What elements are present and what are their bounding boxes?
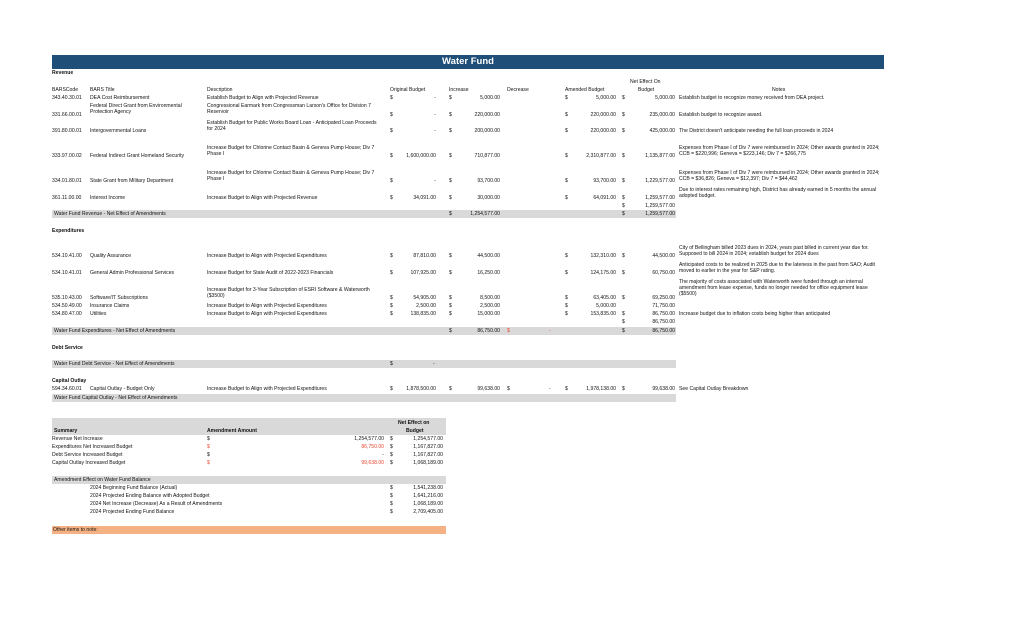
net-effect: 86,750.00: [652, 311, 675, 317]
description: Establish Budget for Public Works Board Loan - Anticipated Loan Proceeds for 2024: [207, 120, 377, 132]
currency: $: [449, 112, 452, 118]
summary-label: Revenue Net Increase: [52, 436, 103, 442]
original-budget: 1,600,000.00: [406, 153, 436, 159]
net-effect: 1,259,577.00: [645, 195, 675, 201]
currency: $: [449, 153, 452, 159]
increase: 2,500.00: [480, 303, 500, 309]
notes: Anticipated costs to be realized in 2025 due to the lateness in the past from SAO; Audit moved to earlier in the year for S&P rating.: [679, 262, 875, 274]
currency: $: [622, 195, 625, 201]
currency: $: [565, 295, 568, 301]
bars-code: 334.01.80.01: [52, 178, 82, 184]
description: Increase Budget for State Audit of 2022-2023 Financials: [207, 270, 334, 276]
currency: $: [207, 460, 210, 466]
increase: 710,877.00: [474, 153, 500, 159]
page-title: Water Fund: [442, 56, 494, 67]
currency: $: [565, 270, 568, 276]
header-net-effect-1: Net Effect On: [630, 79, 661, 85]
bars-code: 534.10.41.01: [52, 270, 82, 276]
currency: $: [622, 328, 625, 334]
net-effect: 425,000.00: [649, 128, 675, 134]
original-budget: 2,500.00: [416, 303, 436, 309]
currency: $: [565, 112, 568, 118]
bars-title: Intergovernmental Loans: [90, 128, 147, 134]
currency: $: [622, 153, 625, 159]
currency: $: [390, 460, 393, 466]
notes: Establish budget to recognize money received from DEA project.: [679, 95, 825, 101]
summary-net: 1,254,577.00: [413, 436, 443, 442]
currency: $: [449, 295, 452, 301]
bars-title: Utilities: [90, 311, 107, 317]
net-effect: 69,250.00: [652, 295, 675, 301]
dash: -: [433, 361, 435, 367]
currency: $: [622, 178, 625, 184]
currency: $: [390, 253, 393, 259]
description: Congressional Earmark from Congressman Larson's Office for Division 7 Reservoir: [207, 103, 371, 115]
description: Increase Budget to Align with Projected Expenditures: [207, 386, 327, 392]
increase: 15,000.00: [477, 311, 500, 317]
original-budget: 54,905.00: [413, 295, 436, 301]
balance-header: Amendment Effect on Water Fund Balance: [54, 477, 151, 483]
increase: 44,500.00: [477, 253, 500, 259]
currency: $: [390, 95, 393, 101]
section-capital-outlay: Capital Outlay: [52, 378, 87, 384]
currency: $: [622, 203, 625, 209]
bars-code: 333.97.00.02: [52, 153, 82, 159]
currency: $: [622, 211, 625, 217]
net-effect: 71,750.00: [652, 303, 675, 309]
currency: $: [565, 153, 568, 159]
summary-header: Summary: [54, 428, 78, 434]
currency: $: [622, 311, 625, 317]
bars-title: Federal Direct Grant from Environmental Protection Agency: [90, 103, 182, 115]
currency: $: [565, 253, 568, 259]
notes: Expenses from Phase I of Div 7 were reimbursed in 2024; Other awards granted in 2024; CCB = $36,826; Geneva = $12,397; Div 7 = $44,462: [679, 170, 880, 182]
bars-code: 343.40.30.01: [52, 95, 82, 101]
expenditure-total-label: Water Fund Expenditures - Net Effect of Amendments: [54, 328, 176, 334]
summary-amount: 99,638.00: [361, 460, 384, 466]
header-increase: Increase: [449, 87, 469, 93]
balance-label: 2024 Net Increase (Decrease) As a Result of Amendments: [90, 501, 223, 507]
notes: See Capital Outlay Breakdown: [679, 386, 749, 392]
currency: $: [565, 178, 568, 184]
capital-total-label: Water Fund Capital Outlay - Net Effect of Amendments: [54, 395, 178, 401]
currency: $: [449, 195, 452, 201]
currency: $: [507, 328, 510, 334]
currency: $: [449, 95, 452, 101]
currency: $: [207, 436, 210, 442]
net-effect: 44,500.00: [652, 253, 675, 259]
header-bars-code: BARSCode: [52, 87, 79, 93]
revenue-total-net: 1,259,577.00: [645, 211, 675, 217]
increase: 8,500.00: [480, 295, 500, 301]
amended-budget: 64,091.00: [593, 195, 616, 201]
section-revenue: Revenue: [52, 70, 74, 76]
title-bar: [52, 55, 884, 69]
increase: 16,250.00: [477, 270, 500, 276]
currency: $: [565, 303, 568, 309]
header-notes: Notes: [772, 87, 786, 93]
amended-budget: 220,000.00: [590, 112, 616, 118]
summary-net: 1,167,827.00: [413, 452, 443, 458]
balance-value: 2,709,405.00: [413, 509, 443, 515]
summary-net-header-2: Budget: [406, 428, 424, 434]
currency: $: [565, 95, 568, 101]
expenditure-extra-net: 86,750.00: [652, 319, 675, 325]
net-effect: 60,750.00: [652, 270, 675, 276]
revenue-total-label: Water Fund Revenue - Net Effect of Amendments: [54, 211, 166, 217]
other-items-box: [52, 526, 446, 534]
currency: $: [449, 253, 452, 259]
currency: $: [390, 361, 393, 367]
description: Increase Budget to Align with Projected Expenditures: [207, 311, 327, 317]
notes: The majority of costs associated with Waterworth were funded through an internal amendment from lease expense, funds no longer needed for office equipment lease ($5500): [679, 279, 868, 297]
currency: $: [449, 311, 452, 317]
bars-code: 391.80.00.01: [52, 128, 82, 134]
currency: $: [390, 501, 393, 507]
bars-title: Insurance Claims: [90, 303, 130, 309]
currency: $: [565, 386, 568, 392]
currency: $: [565, 311, 568, 317]
currency: $: [449, 270, 452, 276]
original-budget: -: [434, 112, 436, 118]
original-budget: -: [434, 128, 436, 134]
amended-budget: 2,310,877.00: [586, 153, 616, 159]
expenditure-total-increase: 86,750.00: [477, 328, 500, 334]
amended-budget: 124,175.00: [590, 270, 616, 276]
net-effect: 5,000.00: [655, 95, 675, 101]
summary-amount: 1,254,577.00: [354, 436, 384, 442]
summary-amount: 86,750.00: [361, 444, 384, 450]
summary-label: Capital Outlay Increased Budget: [52, 460, 126, 466]
currency: $: [390, 386, 393, 392]
increase: 99,638.00: [477, 386, 500, 392]
bars-code: 535.10.43.00: [52, 295, 82, 301]
original-budget: 138,835.00: [410, 311, 436, 317]
amended-budget: 132,310.00: [590, 253, 616, 259]
bars-title: Interest Income: [90, 195, 126, 201]
header-net-effect-2: Budget: [638, 87, 655, 93]
section-expenditures: Expenditures: [52, 228, 85, 234]
currency: $: [622, 386, 625, 392]
currency: $: [390, 303, 393, 309]
summary-amount-header: Amendment Amount: [207, 428, 257, 434]
description: Increase Budget to Align with Projected Expenditures: [207, 253, 327, 259]
bars-title: Software/IT Subscriptions: [90, 295, 148, 301]
summary-net: 1,068,189.00: [413, 460, 443, 466]
notes: Establish budget to recognize award.: [679, 112, 763, 118]
net-effect: 235,000.00: [649, 112, 675, 118]
summary-net: 1,167,827.00: [413, 444, 443, 450]
currency: $: [449, 328, 452, 334]
increase: 93,700.00: [477, 178, 500, 184]
bars-code: 534.80.47.00: [52, 311, 82, 317]
bars-title: Quality Assurance: [90, 253, 132, 259]
original-budget: 107,925.00: [410, 270, 436, 276]
currency: $: [390, 444, 393, 450]
revenue-extra-net: 1,259,577.00: [645, 203, 675, 209]
increase: 30,000.00: [477, 195, 500, 201]
currency: $: [565, 195, 568, 201]
amended-budget: 5,000.00: [596, 303, 616, 309]
header-amended-budget: Amended Budget: [565, 87, 605, 93]
notes: City of Bellingham billed 2023 dues in 2024, years past billed in current year due for. Supposed to bill 2024 in 2024; establish budget for 2024 dues: [679, 245, 869, 257]
original-budget: 34,091.00: [413, 195, 436, 201]
currency: $: [449, 386, 452, 392]
currency: $: [390, 270, 393, 276]
balance-label: 2024 Beginning Fund Balance (Actual): [90, 485, 178, 491]
currency: $: [390, 485, 393, 491]
currency: $: [565, 128, 568, 134]
currency: $: [390, 178, 393, 184]
balance-label: 2024 Projected Ending Fund Balance: [90, 509, 175, 515]
amended-budget: 1,978,138.00: [586, 386, 616, 392]
currency: $: [390, 195, 393, 201]
amended-budget: 93,700.00: [593, 178, 616, 184]
header-decrease: Decrease: [507, 87, 529, 93]
description: Increase Budget for Chlorine Contact Basin & Geneva Pump House; Div 7 Phase I: [207, 170, 375, 182]
currency: $: [390, 295, 393, 301]
summary-label: Debt Service Increased Budget: [52, 452, 123, 458]
section-debt-service: Debt Service: [52, 345, 83, 351]
original-budget: 1,878,500.00: [406, 386, 436, 392]
original-budget: -: [434, 178, 436, 184]
currency: $: [449, 211, 452, 217]
bars-title: General Admin Professional Services: [90, 270, 175, 276]
currency: $: [390, 311, 393, 317]
bars-title: Capital Outlay - Budget Only: [90, 386, 155, 392]
currency: $: [390, 493, 393, 499]
debt-total-label: Water Fund Debt Service - Net Effect of Amendments: [54, 361, 175, 367]
currency: $: [390, 153, 393, 159]
header-bars-title: BARS Title: [90, 87, 115, 93]
notes: Increase budget due to inflation costs being higher than anticipated: [679, 311, 831, 317]
description: Increase Budget to Align with Projected Revenue: [207, 195, 318, 201]
balance-value: 1,641,216.00: [413, 493, 443, 499]
net-effect: 1,135,877.00: [645, 153, 675, 159]
amended-budget: 63,405.00: [593, 295, 616, 301]
currency: $: [622, 95, 625, 101]
currency: $: [449, 178, 452, 184]
currency: $: [622, 319, 625, 325]
description: Establish Budget to Align with Projected Revenue: [207, 95, 319, 101]
bars-title: DEA Cost Reimbursement: [90, 95, 150, 101]
expenditure-total-net: 86,750.00: [652, 328, 675, 334]
header-description: Description: [207, 87, 233, 93]
net-effect: 99,638.00: [652, 386, 675, 392]
amended-budget: 5,000.00: [596, 95, 616, 101]
description: Increase Budget for 3-Year Subscription of ESRI Software & Waterworth ($3500): [207, 287, 370, 299]
dash: -: [549, 386, 551, 392]
bars-title: State Grant from Military Department: [90, 178, 174, 184]
currency: $: [390, 112, 393, 118]
bars-code: 361.11.00.00: [52, 195, 82, 201]
notes: Due to interest rates remaining high, District has already earned in 5 months the annual adopted budget.: [679, 187, 877, 199]
summary-net-header-1: Net Effect on: [398, 420, 430, 426]
currency: $: [622, 253, 625, 259]
other-items-label: Other items to note:: [53, 527, 98, 533]
bars-code: 534.50.49.00: [52, 303, 82, 309]
bars-code: 331.66.00.01: [52, 112, 82, 118]
currency: $: [207, 452, 210, 458]
currency: $: [449, 303, 452, 309]
currency: $: [622, 295, 625, 301]
currency: $: [449, 128, 452, 134]
increase: 200,000.00: [474, 128, 500, 134]
balance-label: 2024 Projected Ending Balance with Adopted Budget: [90, 493, 210, 499]
currency: $: [507, 386, 510, 392]
revenue-total-increase: 1,254,577.00: [470, 211, 500, 217]
bars-code: 534.10.41.00: [52, 253, 82, 259]
currency: $: [390, 452, 393, 458]
header-original-budget: Original Budget: [390, 87, 426, 93]
bars-code: 594.34.60.01: [52, 386, 82, 392]
description: Increase Budget for Chlorine Contact Basin & Geneva Pump House; Div 7 Phase I: [207, 145, 375, 157]
original-budget: -: [434, 95, 436, 101]
currency: $: [622, 270, 625, 276]
description: Increase Budget to Align with Projected Expenditures: [207, 303, 327, 309]
currency: $: [390, 436, 393, 442]
original-budget: 87,810.00: [413, 253, 436, 259]
notes: Expenses from Phase I of Div 7 were reimbursed in 2024; Other awards granted in 2024; CCB = $220,996; Geneva = $223,146; Div 7 = $266,775: [679, 145, 880, 157]
amended-budget: 153,835.00: [590, 311, 616, 317]
balance-value: 1,541,238.00: [413, 485, 443, 491]
currency: $: [390, 509, 393, 515]
summary-amount: -: [382, 452, 384, 458]
increase: 5,000.00: [480, 95, 500, 101]
amended-budget: 220,000.00: [590, 128, 616, 134]
summary-label: Expenditures Net Increased Budget: [52, 444, 133, 450]
net-effect: 1,229,577.00: [645, 178, 675, 184]
increase: 220,000.00: [474, 112, 500, 118]
balance-value: 1,068,189.00: [413, 501, 443, 507]
currency: $: [207, 444, 210, 450]
bars-title: Federal Indirect Grant Homeland Security: [90, 153, 184, 159]
currency: $: [622, 128, 625, 134]
dash: -: [549, 328, 551, 334]
notes: The District doesn't anticipate needing the full loan proceeds in 2024: [679, 128, 834, 134]
currency: $: [390, 128, 393, 134]
currency: $: [622, 112, 625, 118]
